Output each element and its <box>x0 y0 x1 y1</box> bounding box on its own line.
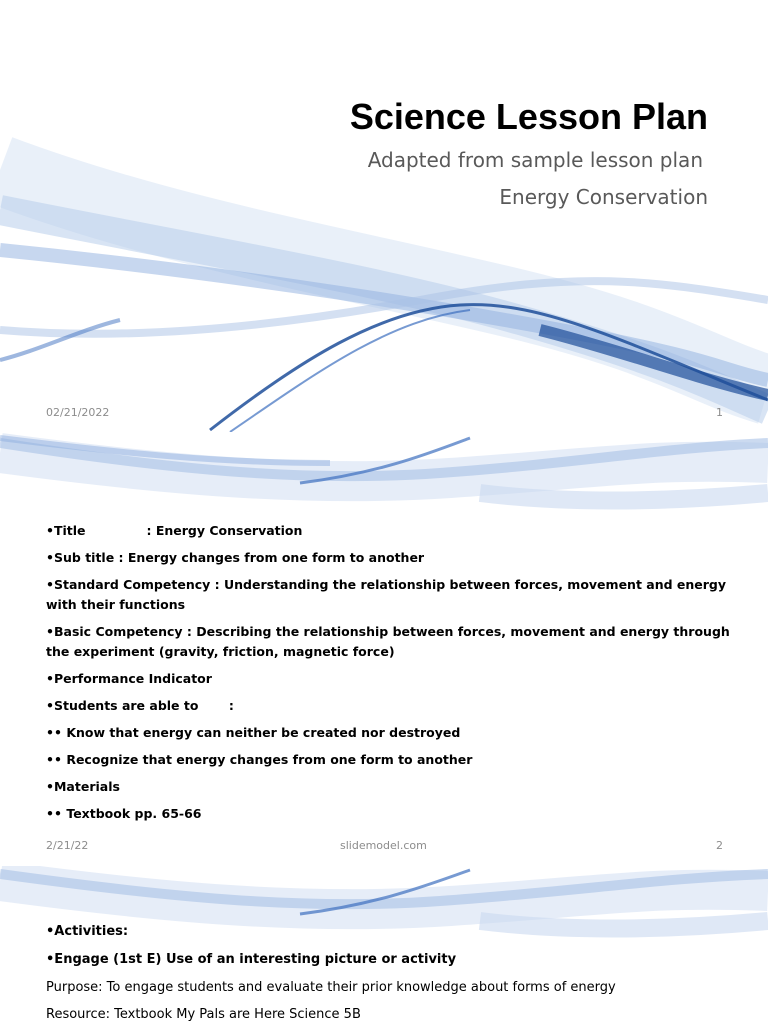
purpose-text: Purpose: To engage students and evaluate their prior knowledge about forms of energy <box>46 980 616 995</box>
footer-page-number: 1 <box>716 406 723 419</box>
slide-3 <box>0 866 768 1024</box>
list-item: •Standard Competency : Understanding the relationship between forces, movement and energy with their functions <box>46 577 727 612</box>
list-item: •Materials <box>46 779 120 794</box>
footer-page-number: 2 <box>716 839 723 852</box>
slide-title: Science Lesson Plan <box>349 96 708 137</box>
list-item: •• Recognize that energy changes from one form to another <box>46 752 473 767</box>
list-item: •Students are able to : <box>46 698 234 713</box>
slide-1 <box>0 0 768 432</box>
wave-decoration <box>0 0 768 432</box>
list-item: •Basic Competency : Describing the relationship between forces, movement and energy through the experiment (gravity, friction, magnetic force) <box>46 624 730 659</box>
list-item: •• Know that energy can neither be created nor destroyed <box>46 725 461 740</box>
list-item: •Performance Indicator <box>46 671 212 686</box>
slide-subtitle-2: Energy Conservation <box>499 185 708 209</box>
slide-subtitle: Adapted from sample lesson plan <box>367 148 703 172</box>
footer-source: slidemodel.com <box>340 839 427 852</box>
lesson-details-list <box>46 521 736 831</box>
list-item: •Title : Energy Conservation <box>46 523 303 538</box>
footer-date: 2/21/22 <box>46 839 89 852</box>
wave-decoration <box>0 866 768 1024</box>
activities-heading: •Activities: <box>46 924 129 939</box>
list-item: •Sub title : Energy changes from one form to another <box>46 550 425 565</box>
footer-date: 02/21/2022 <box>46 406 110 419</box>
slide-2 <box>0 433 768 865</box>
resource-text: Resource: Textbook My Pals are Here Science 5B <box>46 1007 361 1022</box>
list-item: •• Textbook pp. 65-66 <box>46 806 202 821</box>
engage-step: •Engage (1st E) Use of an interesting picture or activity <box>46 952 457 967</box>
